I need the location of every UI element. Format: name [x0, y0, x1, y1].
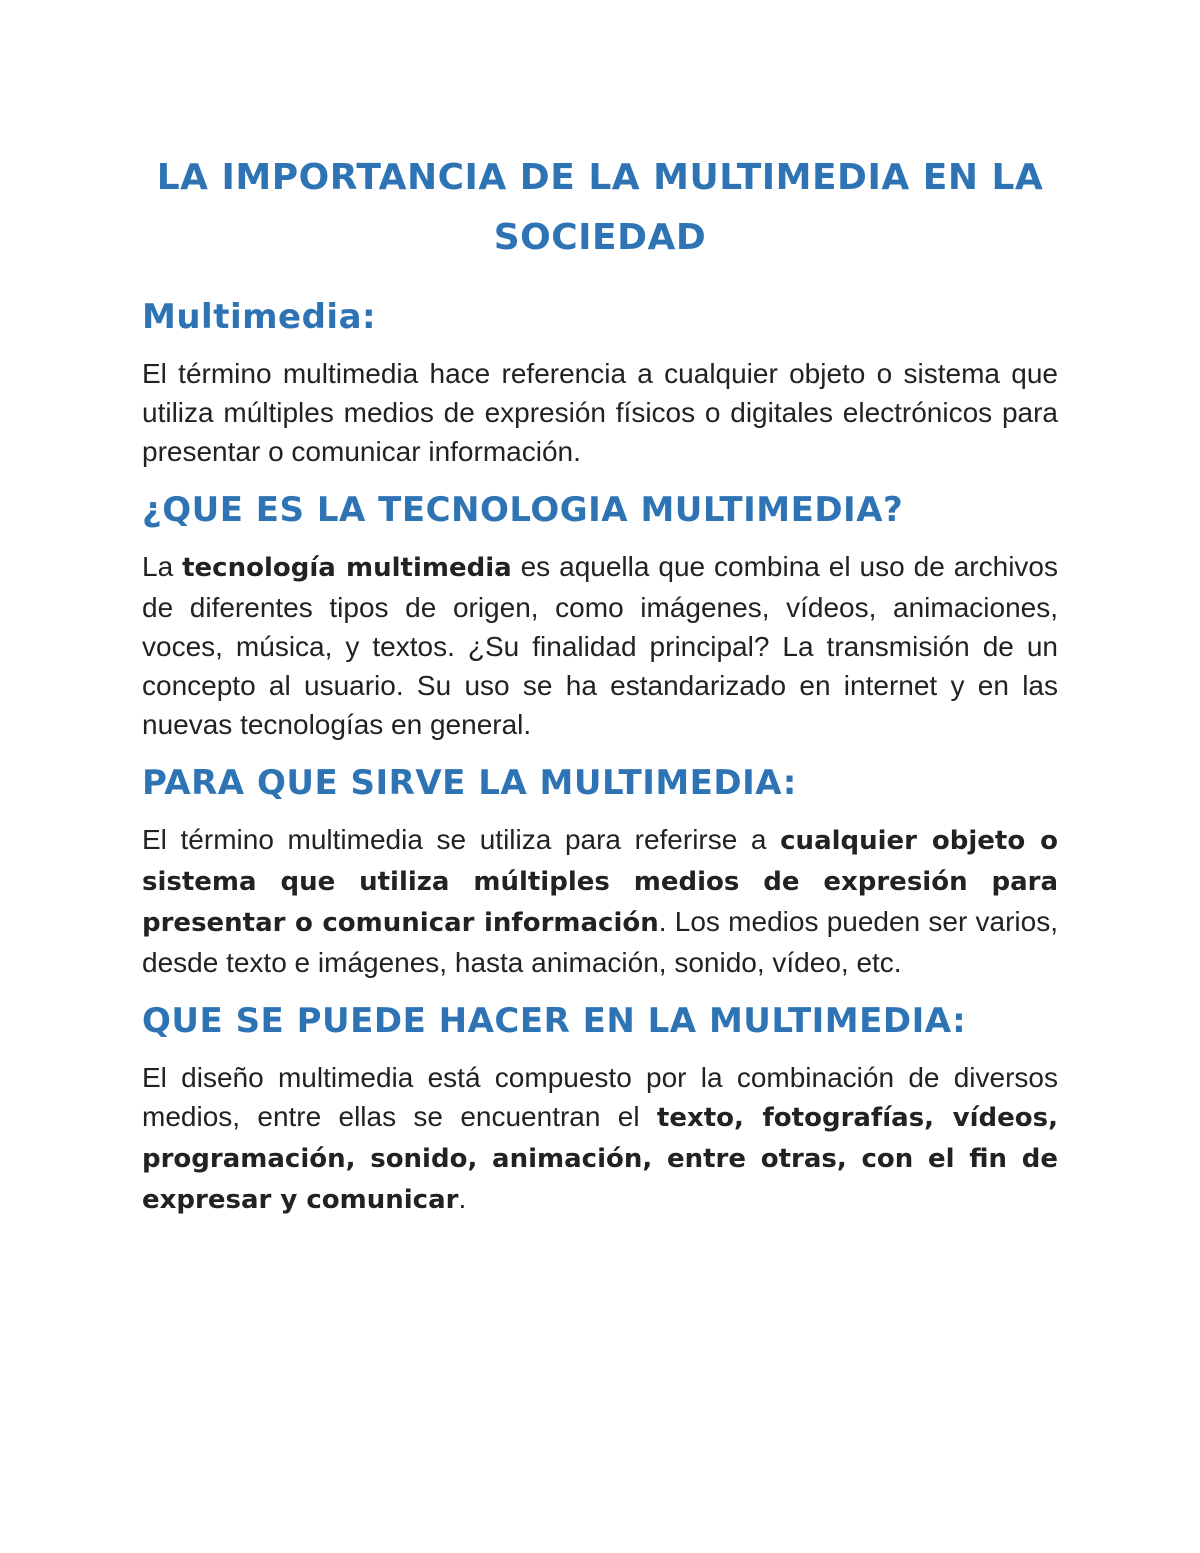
- section-heading-para-que-sirve: PARA QUE SIRVE LA MULTIMEDIA:: [142, 763, 797, 803]
- paragraph-text: es aquella que combina el uso de archivos de diferentes tipos de origen, como imágenes, vídeos, animaciones, voces, música, y textos. ¿Su finalidad principal? La transmisión de un concepto al usuario. Su uso se ha estandarizado en internet y en las nuevas tecnologías en general.: [142, 551, 1058, 740]
- paragraph-text: . Los medios pueden ser varios, desde texto e imágenes, hasta animación, sonido, vídeo, etc.: [142, 906, 1058, 978]
- paragraph-bold-text: tecnología multimedia: [182, 553, 512, 583]
- section-para-que-sirve: [142, 760, 1058, 982]
- section-paragraph-que-se-puede-hacer: [142, 1058, 1058, 1220]
- section-heading-que-se-puede-hacer: QUE SE PUEDE HACER EN LA MULTIMEDIA:: [142, 1001, 967, 1041]
- paragraph-text: El diseño multimedia está compuesto por la combinación de diversos medios, entre ellas se encuentran el: [142, 1062, 1058, 1132]
- section-que-se-puede-hacer: [142, 998, 1058, 1220]
- paragraph-bold-text: cualquier objeto o sistema que utiliza múltiples medios de expresión para presentar o comunicar información: [142, 826, 1058, 938]
- paragraph-text: La: [142, 551, 183, 582]
- section-que-es: [142, 487, 1058, 744]
- paragraph-text: El término multimedia hace referencia a cualquier objeto o sistema que utiliza múltiples medios de expresión físicos o digitales electrónicos para presentar o comunicar información.: [142, 358, 1058, 467]
- section-heading-que-es: ¿QUE ES LA TECNOLOGIA MULTIMEDIA?: [142, 490, 904, 530]
- section-paragraph-que-es: [142, 547, 1058, 744]
- document-page: [142, 148, 1058, 1220]
- section-paragraph-para-que-sirve: [142, 820, 1058, 982]
- document-title: LA IMPORTANCIA DE LA MULTIMEDIA EN LA SOCIEDAD: [156, 157, 1044, 258]
- paragraph-text: El término multimedia se utiliza para referirse a: [142, 824, 781, 855]
- paragraph-text: .: [458, 1183, 467, 1214]
- section-paragraph-multimedia: [142, 354, 1058, 471]
- section-heading-multimedia: Multimedia:: [142, 297, 377, 337]
- section-multimedia: [142, 294, 1058, 471]
- paragraph-bold-text: texto, fotografías, vídeos, programación, sonido, animación, entre otras, con el fin de expresar y comunicar: [142, 1103, 1058, 1215]
